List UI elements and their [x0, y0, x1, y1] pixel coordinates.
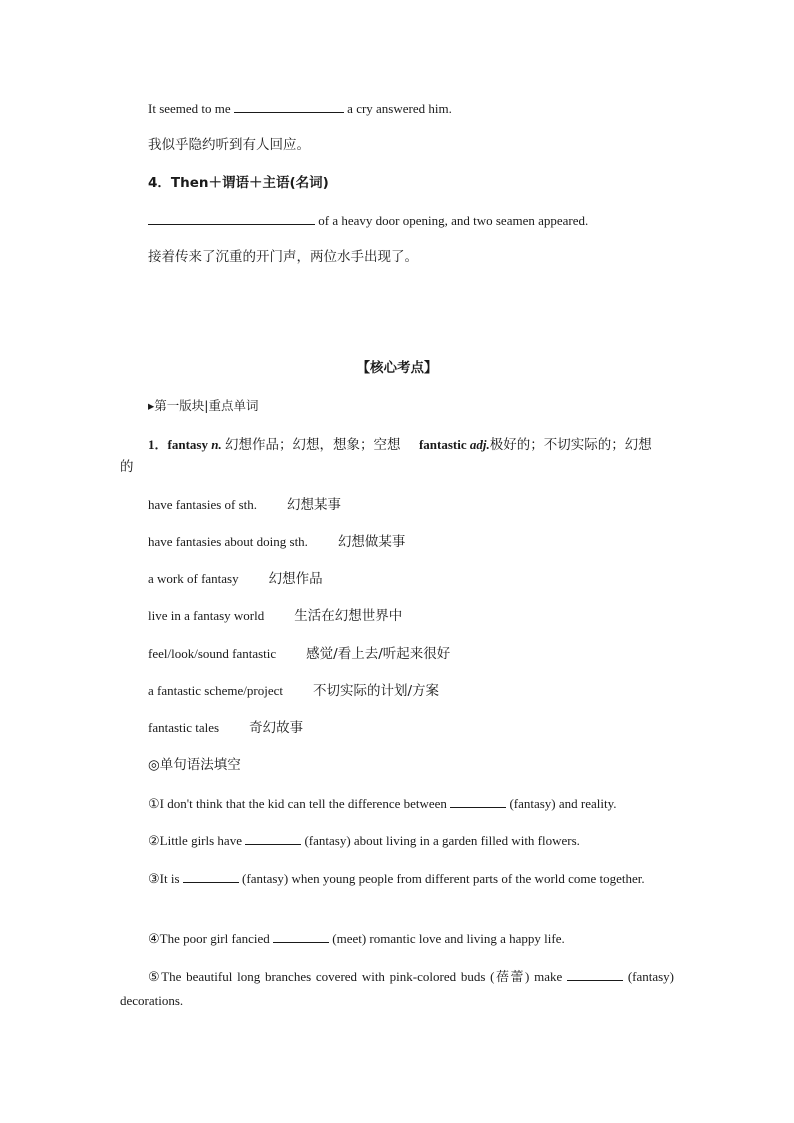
answer-blank[interactable] — [183, 868, 239, 883]
phrase-en: have fantasies about doing sth. — [148, 534, 308, 549]
question-text: ④The poor girl fancied — [148, 931, 270, 946]
exercise-question-3 — [120, 867, 674, 891]
example-sentence-2 — [148, 210, 588, 231]
question-text: ①I don't think that the kid can tell the difference between — [148, 796, 447, 811]
phrase-row — [148, 495, 341, 515]
exercise-title: ◎单句语法填空 — [148, 757, 241, 773]
phrase-zh: 不切实际的计划/方案 — [313, 683, 440, 699]
phrase-en: feel/look/sound fantastic — [148, 646, 277, 661]
answer-blank[interactable] — [567, 966, 623, 981]
question-text: (fantasy) decorations. — [120, 969, 675, 1008]
sentence-text: a cry answered him. — [347, 101, 452, 116]
sentence-text: It seemed to me — [148, 101, 231, 116]
phrase-row — [148, 644, 450, 664]
phrase-en: a fantastic scheme/project — [148, 683, 283, 698]
answer-blank[interactable] — [450, 793, 506, 808]
question-text: (fantasy) and reality. — [509, 796, 617, 811]
phrase-row — [148, 532, 405, 552]
question-text: ②Little girls have — [148, 833, 242, 848]
headword-2: fantastic — [418, 437, 467, 452]
phrase-en: a work of fantasy — [148, 571, 239, 586]
exercise-question-4 — [148, 928, 565, 949]
example-sentence-1 — [148, 98, 452, 119]
phrase-row — [148, 606, 402, 626]
definition-2: 极好的；不切实际的；幻想 — [489, 437, 652, 453]
pattern-heading-4: 4．Then＋谓语＋主语(名词) — [148, 175, 329, 191]
section-title: 【核心考点】 — [356, 360, 438, 376]
example-translation-1: 我似乎隐约听到有人回应。 — [148, 137, 310, 153]
question-text: (fantasy) about living in a garden filled with flowers. — [304, 833, 580, 848]
question-text: ③It is — [148, 871, 180, 886]
fill-blank[interactable] — [148, 210, 315, 225]
part-of-speech-2: adj. — [469, 437, 490, 452]
phrase-en: live in a fantasy world — [148, 608, 265, 623]
phrase-zh: 幻想作品 — [268, 571, 323, 587]
phrase-row — [148, 569, 323, 589]
phrase-row — [148, 681, 439, 701]
answer-blank[interactable] — [273, 928, 329, 943]
phrase-zh: 感觉/看上去/听起来很好 — [306, 646, 451, 662]
question-text: ⑤The beautiful long branches covered with pink-colored buds (蓓蕾) make — [148, 969, 563, 984]
definition: 幻想作品；幻想，想象；空想 — [224, 437, 401, 453]
phrase-row — [148, 718, 303, 738]
exercise-question-2 — [148, 830, 580, 851]
phrase-zh: 奇幻故事 — [249, 720, 304, 736]
part-of-speech: n. — [211, 437, 222, 452]
question-text: (fantasy) when young people from different parts of the world come together. — [242, 871, 645, 886]
headword: fantasy — [167, 437, 208, 452]
example-translation-2: 接着传来了沉重的开门声，两位水手出现了。 — [148, 249, 418, 265]
phrase-en: fantastic tales — [148, 720, 220, 735]
entry-number: 1． — [148, 437, 168, 452]
exercise-question-5 — [120, 965, 674, 1013]
question-text: (meet) romantic love and living a happy life. — [332, 931, 565, 946]
sentence-text: of a heavy door opening, and two seamen appeared. — [318, 213, 589, 228]
exercise-question-1 — [148, 793, 617, 814]
fill-blank[interactable] — [234, 98, 344, 113]
definition-2-continued: 的 — [120, 459, 134, 475]
section-label: ▸第一版块|重点单词 — [148, 398, 259, 413]
answer-blank[interactable] — [245, 830, 301, 845]
vocab-entry-fantasy — [120, 433, 674, 457]
phrase-zh: 幻想做某事 — [337, 534, 406, 550]
phrase-en: have fantasies of sth. — [148, 497, 258, 512]
phrase-zh: 生活在幻想世界中 — [294, 608, 403, 624]
phrase-zh: 幻想某事 — [287, 497, 342, 513]
